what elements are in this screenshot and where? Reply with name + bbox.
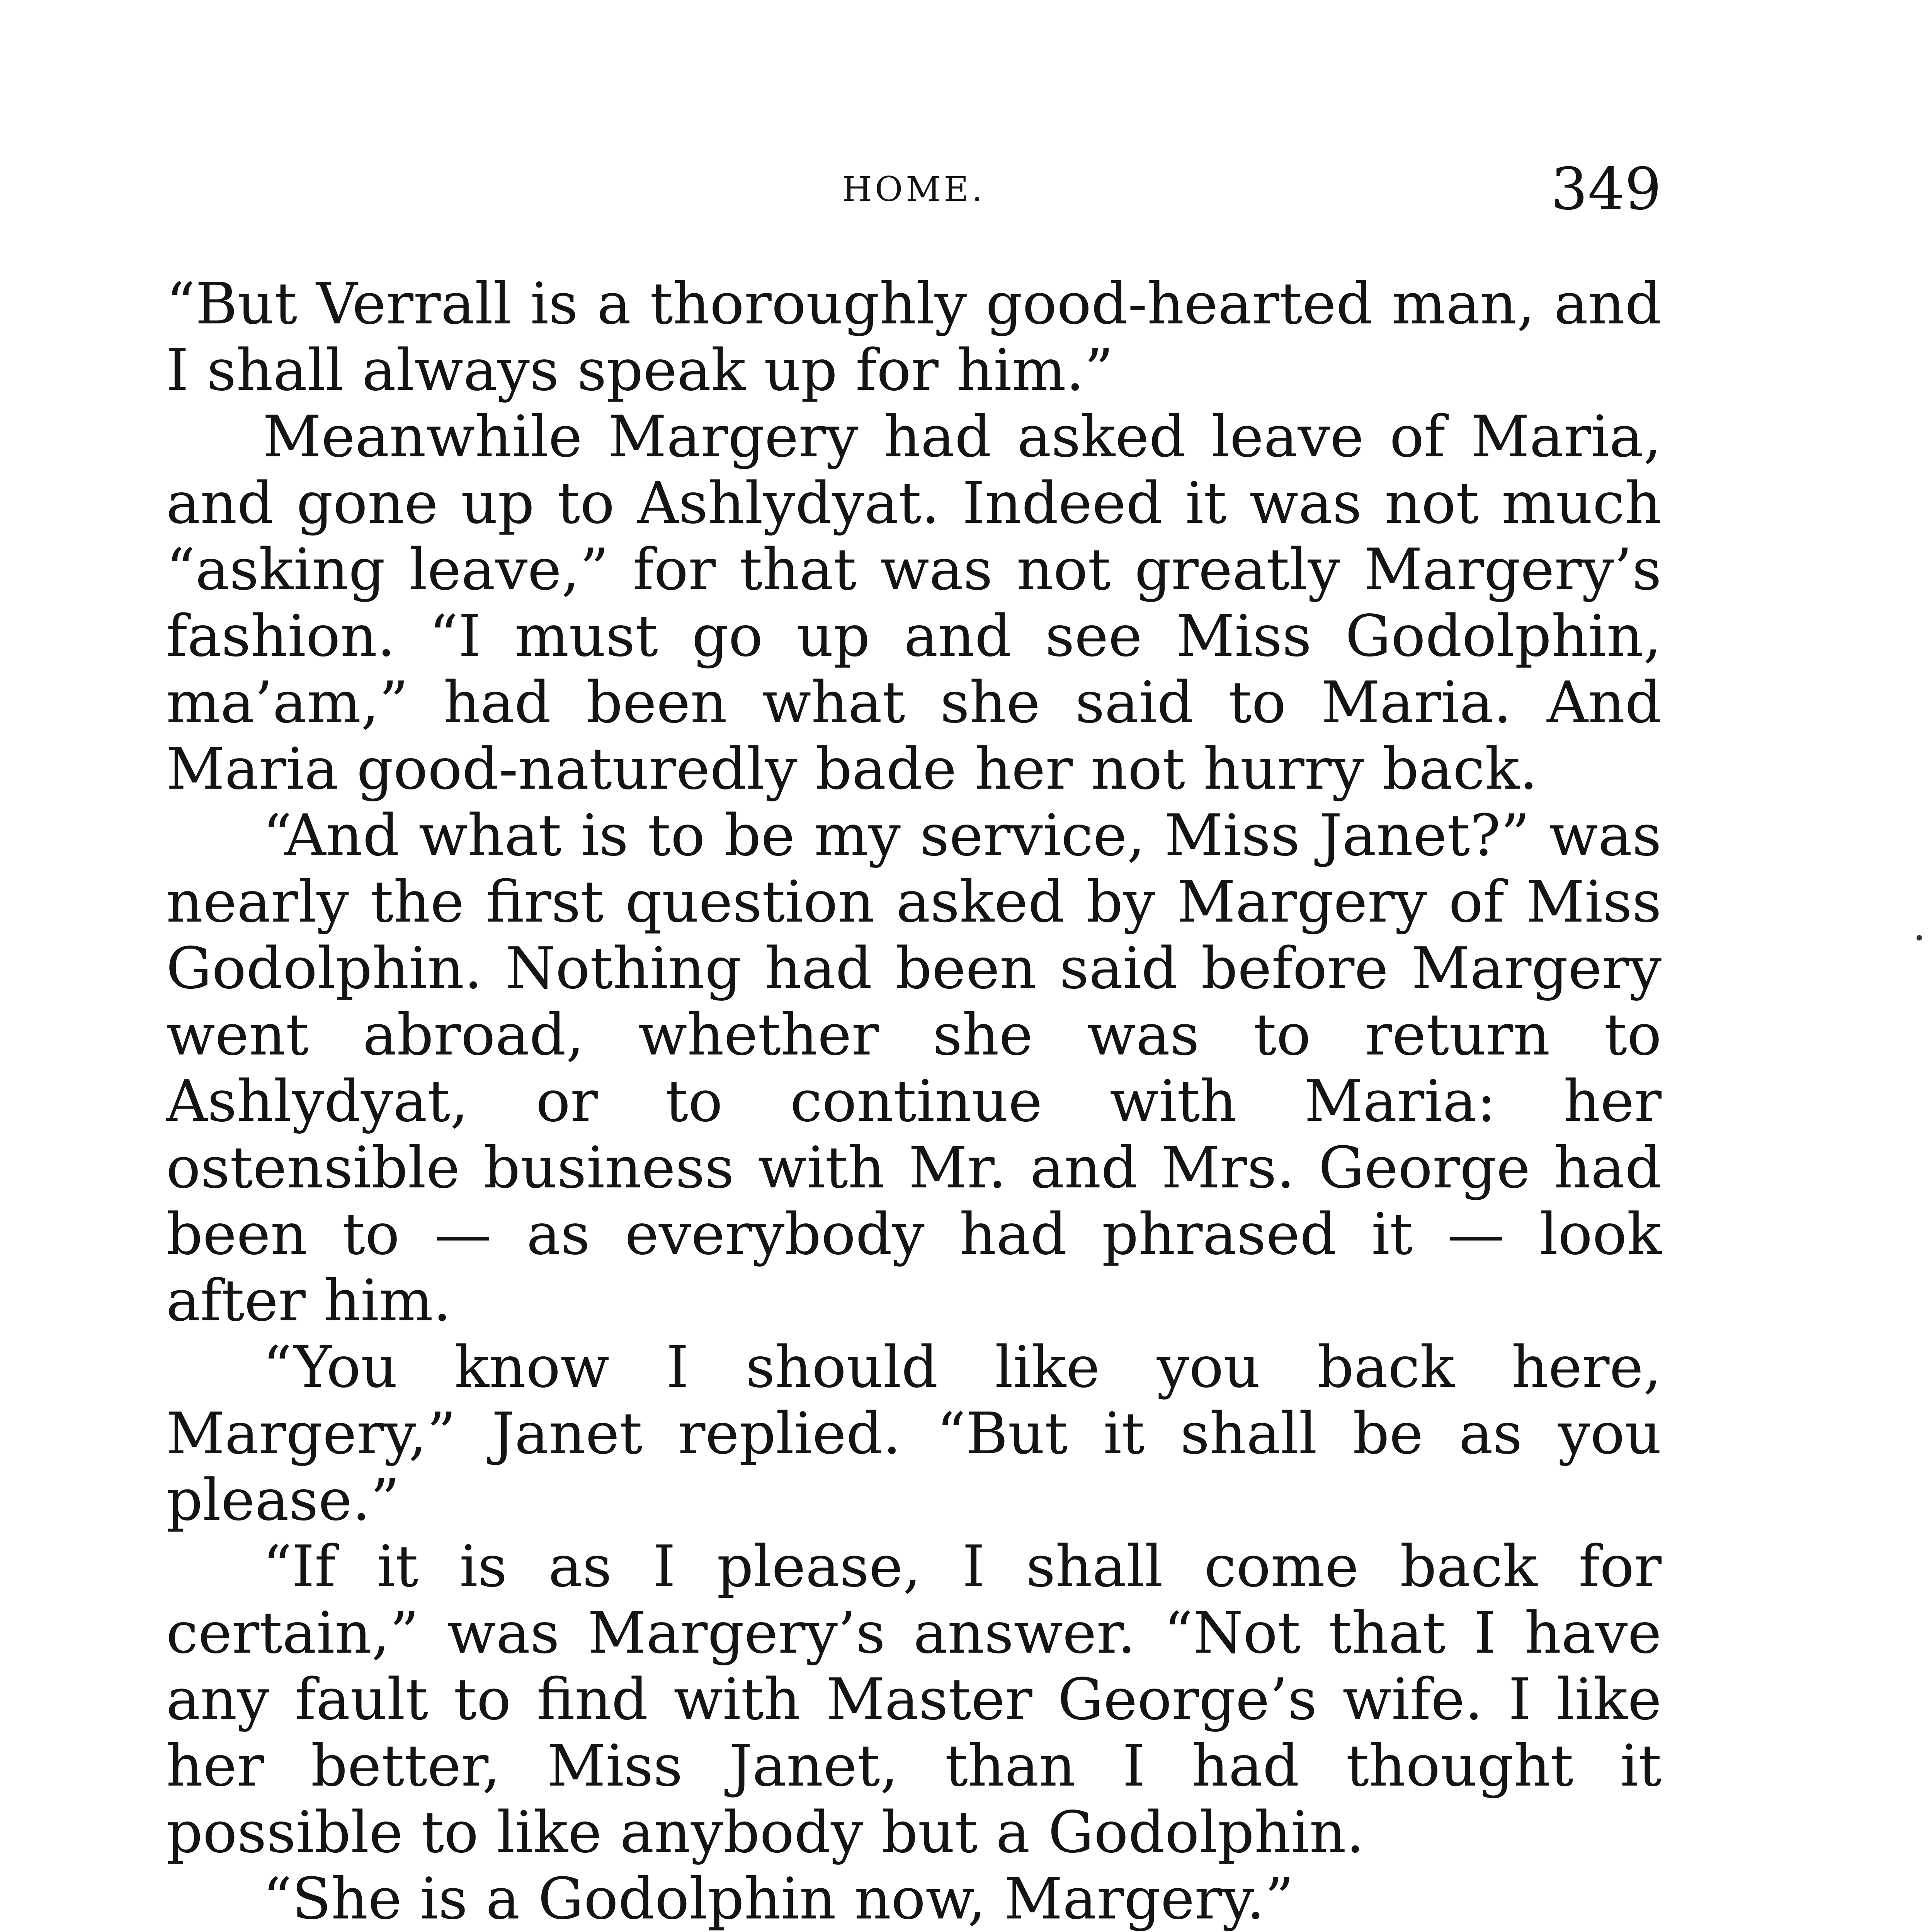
running-title: HOME. bbox=[842, 169, 986, 209]
paragraph: “If it is as I please, I shall come back for certain,” was Margery’s answer. “Not that I have any fault to find with Master George’s wife. I like her better, Miss Janet, than I had thought it possible to like anybody but a Godolphin. bbox=[166, 1533, 1662, 1866]
page-speck bbox=[1917, 935, 1922, 940]
paragraph: “And what is to be my service, Miss Janet?” was nearly the first question asked by Margery of Miss Godolphin. Nothing had been said before Margery went abroad, whether she was to return to Ashlydyat, or to continue with Maria: her ostensible business with Mr. and Mrs. George had been to — as everybody had phrased it — look after him. bbox=[166, 802, 1662, 1334]
page-number: 349 bbox=[1551, 156, 1662, 223]
running-head bbox=[166, 153, 1662, 226]
body-text bbox=[166, 270, 1662, 1932]
paragraph: “But Verrall is a thoroughly good-hearted man, and I shall always speak up for him.” bbox=[166, 270, 1662, 403]
paragraph: Meanwhile Margery had asked leave of Maria, and gone up to Ashlydyat. Indeed it was not much “asking leave,” for that was not greatly Margery’s fashion. “I must go up and see Miss Godolphin, ma’am,” had been what she said to Maria. And Maria good-naturedly bade her not hurry back. bbox=[166, 403, 1662, 802]
paragraph: “You know I should like you back here, Margery,” Janet replied. “But it shall be as you please.” bbox=[166, 1334, 1662, 1533]
paragraph: “She is a Godolphin now, Margery.” bbox=[263, 1866, 1294, 1932]
